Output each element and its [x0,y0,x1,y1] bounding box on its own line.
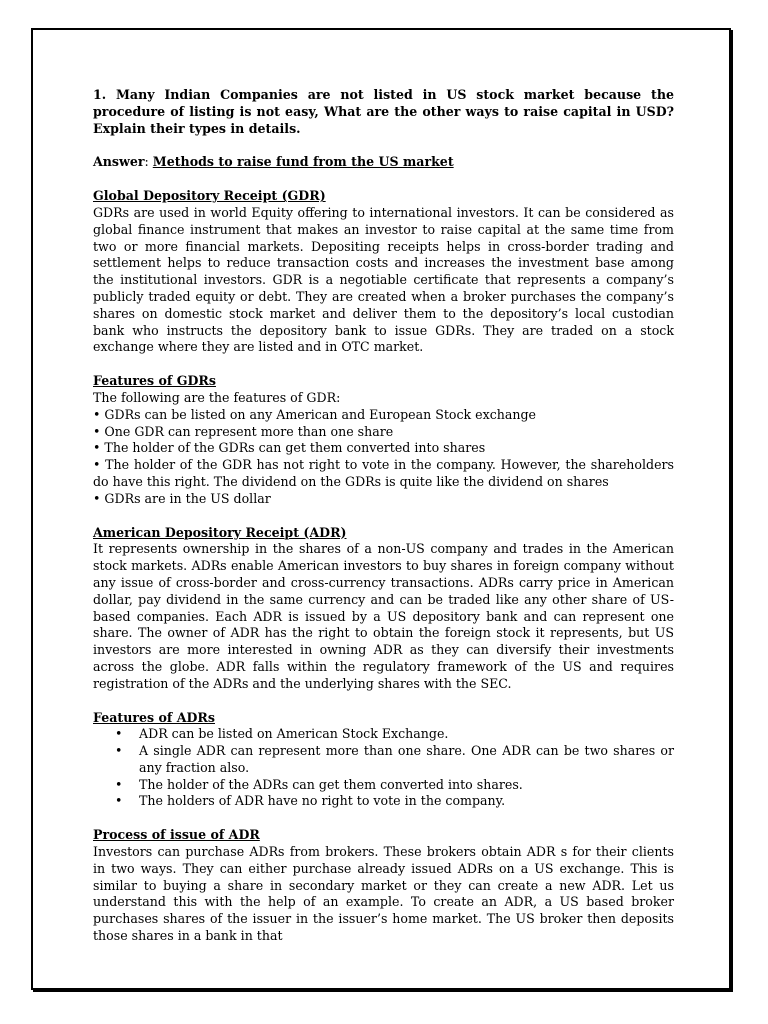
gdr-feature-item: • GDRs are in the US dollar [93,490,271,506]
bullet-icon: • [115,776,123,792]
adr-features-list [93,726,674,810]
answer-title: Methods to raise fund from the US market [152,154,454,170]
bullet-icon: • [115,793,123,809]
adr-features-heading: Features of ADRs [93,709,215,725]
adr-feature-text: A single ADR can represent more than one share. One ADR can be two shares or any fraction also. [139,743,674,775]
bullet-icon: • [115,743,123,759]
gdr-heading: Global Depository Receipt (GDR) [93,188,326,204]
gdr-feature-item: • The holder of the GDR has not right to vote in the company. However, the shareholders do have this right. The dividend on the GDRs is quite like the dividend on shares [93,457,674,489]
adr-feature-text: The holder of the ADRs can get them converted into shares. [139,776,523,792]
adr-feature-text: ADR can be listed on American Stock Exchange. [139,726,449,742]
answer-line [93,154,674,171]
gdr-features-heading: Features of GDRs [93,373,216,389]
gdr-feature-item: • The holder of the GDRs can get them converted into shares [93,440,486,456]
process-heading: Process of issue of ADR [93,827,260,843]
gdr-features-intro: The following are the features of GDR: [93,389,341,405]
process-body: Investors can purchase ADRs from brokers. These brokers obtain ADR s for their clients in two ways. They can either purchase already issued ADRs on a US exchange. This is similar to buying a share in secondary market or they can create a new ADR. Let us understand this with the help of an example. To create an ADR, a US based broker purchases shares of the issuer in the issuer’s home market. The US broker then deposits those shares in a bank in that [93,844,674,944]
answer-label: Answer [93,154,145,170]
document-body [93,87,674,945]
bullet-icon: • [115,726,123,742]
list-item [93,793,674,810]
gdr-body: GDRs are used in world Equity offering to international investors. It can be considered as global finance instrument that makes an investor to raise capital at the same time from two or more financial markets. Depositing receipts helps in cross-border trading and settlement helps to reduce transaction costs and increases the investment base among the institutional investors. GDR is a negotiable certificate that represents a company’s publicly traded equity or debt. They are created when a broker purchases the company’s shares on domestic stock market and deliver them to the depository’s local custodian bank who instructs the depository bank to issue GDRs. They are traded on a stock exchange where they are listed and in OTC market. [93,204,674,355]
adr-body: It represents ownership in the shares of a non-US company and trades in the American stock markets. ADRs enable American investors to buy shares in foreign company without any issue of cross-border and cross-currency transactions. ADRs carry price in American dollar, pay dividend in the same currency and can be traded like any other share of US-based companies. Each ADR is issued by a US depository bank and can represent one share. The owner of ADR has the right to obtain the foreign stock it represents, but US investors are more interested in owning ADR as they can diversify their investments across the globe. ADR falls within the regulatory framework of the US and requires registration of the ADRs and the underlying shares with the SEC. [93,541,674,691]
list-item [93,743,674,777]
gdr-feature-item: • One GDR can represent more than one share [93,423,394,439]
gdr-feature-item: • GDRs can be listed on any American and European Stock exchange [93,406,537,422]
adr-heading: American Depository Receipt (ADR) [93,524,347,540]
question-text: 1. Many Indian Companies are not listed in US stock market because the procedure of listing is not easy, What are the other ways to raise capital in USD? Explain their types in details. [93,87,674,136]
adr-feature-text: The holders of ADR have no right to vote in the company. [139,793,506,809]
list-item [93,726,674,743]
answer-colon: : [144,154,153,170]
list-item [93,777,674,794]
